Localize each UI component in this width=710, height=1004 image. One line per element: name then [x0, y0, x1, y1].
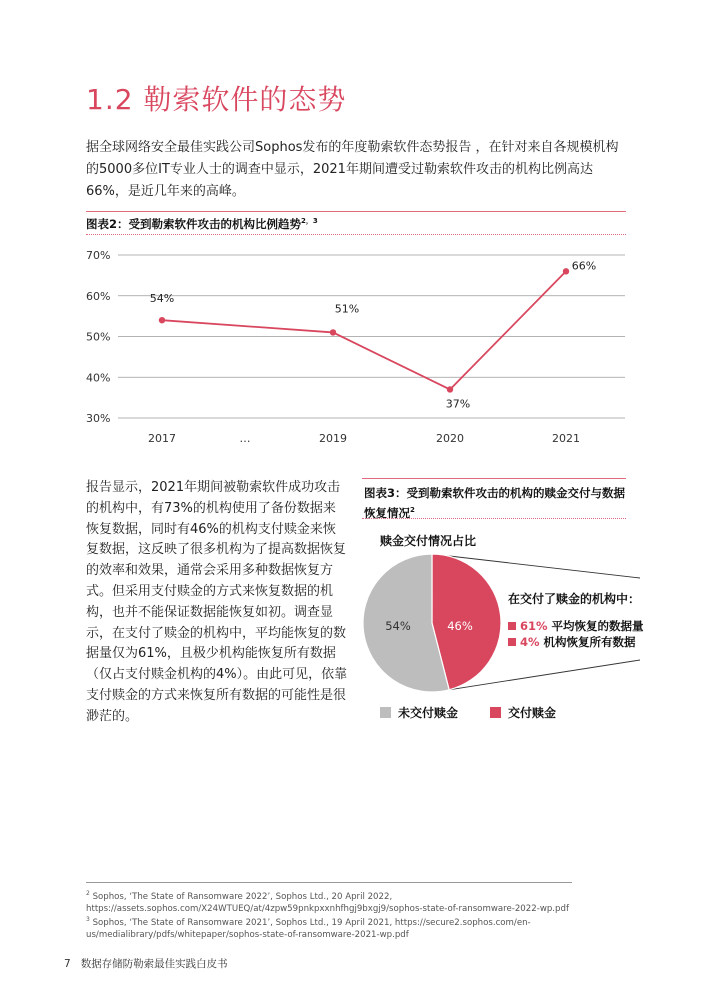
pie-slice-label: 46% [447, 619, 473, 633]
data-label: 66% [571, 259, 597, 273]
figure2-title-text: 图表2：受到勒索软件攻击的机构比例趋势 [86, 217, 301, 231]
x-tick-label: 2019 [319, 432, 347, 445]
figure2-title-sup: 2，3 [301, 217, 318, 226]
intro-paragraph: 据全球网络安全最佳实践公司Sophos发布的年度勒索软件态势报告 ，在针对来自各规模机构的5000多位IT专业人士的调查中显示，2021年期间遭受过勒索软件攻击的机构比例高达66%，是近几年来的高峰。 [86, 140, 619, 199]
y-tick-label: 30% [86, 412, 111, 425]
detail-line-2 [508, 634, 636, 650]
figure3-top-rule [362, 478, 626, 479]
detail-text-2: 机构恢复所有数据 [543, 635, 636, 649]
page-footer [64, 956, 228, 971]
detail-line-1 [508, 618, 644, 634]
data-point [563, 268, 569, 274]
footnote-2-num: 2 [86, 890, 90, 897]
data-point [447, 386, 453, 392]
bullet-square-icon [508, 638, 516, 646]
legend-label-paid: 交付赎金 [508, 706, 557, 720]
y-tick-label: 50% [86, 330, 111, 344]
data-point [330, 329, 336, 335]
figure3-title-text: 图表3：受到勒索软件攻击的机构的赎金交付与数据恢复情况 [364, 486, 625, 520]
series-line [162, 271, 566, 389]
footnote-3-text: Sophos, ‘The State of Ransomware 2021’, Sophos Ltd., 19 April 2021, https://secure2.sophos.com/en-us/medialibrary/pdfs/whitepaper/sophos-state-of-ransomware-2021-wp.pdf [86, 917, 531, 940]
y-tick-label: 40% [86, 371, 111, 385]
figure3-dotted-rule [362, 518, 626, 519]
section-title: 1.2 勒索软件的态势 [86, 83, 347, 116]
legend-label-unpaid: 未交付赎金 [398, 706, 459, 720]
data-label: 51% [334, 302, 360, 316]
x-tick-label: 2017 [148, 432, 176, 445]
data-label: 37% [445, 397, 471, 411]
body-paragraph: 报告显示，2021年期间被勒索软件成功攻击的机构中，有73%的机构使用了备份数据来恢复数据，同时有46%的机构支付赎金来恢复数据，这反映了很多机构为了提高数据恢复的效率和效果，通常会采用多种数据恢复方式。但采用支付赎金的方式来恢复数据的机构，也并不能保证数据能恢复如初。调查显示，在支付了赎金的机构中，平均能恢复的数据量仅为61%，且极少机构能恢复所有数据（仅占支付赎金机构的4%）。由此可见，依靠支付赎金的方式来恢复所有数据的可能性是很渺茫的。 [86, 480, 348, 724]
figure2-title [86, 216, 318, 232]
footnote-rule [86, 882, 572, 883]
detail-title: 在交付了赎金的机构中： [508, 592, 641, 606]
footnote-3 [86, 914, 586, 941]
detail-pct-1: 61% [520, 619, 548, 633]
legend-item-paid [490, 704, 556, 721]
pie-slice-label: 54% [385, 619, 411, 633]
y-tick-label: 70% [86, 249, 111, 262]
legend-item-unpaid [380, 704, 458, 721]
data-label: 54% [149, 292, 175, 306]
x-tick-label: 2020 [436, 432, 464, 445]
footnote-2 [86, 888, 586, 915]
x-tick-label: 2021 [552, 432, 580, 445]
figure3-title [364, 485, 626, 522]
footnote-3-num: 3 [86, 916, 90, 923]
legend-swatch-gray [380, 707, 391, 718]
figure2-top-rule [86, 211, 626, 212]
footer-title: 数据存储防勒索最佳实践白皮书 [80, 958, 228, 970]
detail-text-1: 平均恢复的数据量 [551, 619, 644, 633]
legend-swatch-red [490, 707, 501, 718]
data-point [159, 317, 165, 323]
pie-heading: 赎金交付情况占比 [380, 534, 477, 548]
page-number: 7 [64, 958, 71, 970]
bullet-square-icon [508, 622, 516, 630]
footnote-2-text: Sophos, ‘The State of Ransomware 2022’, Sophos Ltd., 20 April 2022, https://assets.sophos.com/X24WTUEQ/at/4zpw59pnkpxxnhfhgj9bxgj9/sophos-state-of-ransomware-2022-wp.pdf [86, 891, 569, 914]
figure2-line-chart [80, 240, 640, 450]
x-tick-label: … [239, 432, 251, 445]
figure3-title-sup: 2 [410, 506, 415, 514]
detail-pct-2: 4% [520, 635, 540, 649]
y-tick-label: 60% [86, 289, 111, 303]
figure2-dotted-rule [86, 234, 626, 235]
